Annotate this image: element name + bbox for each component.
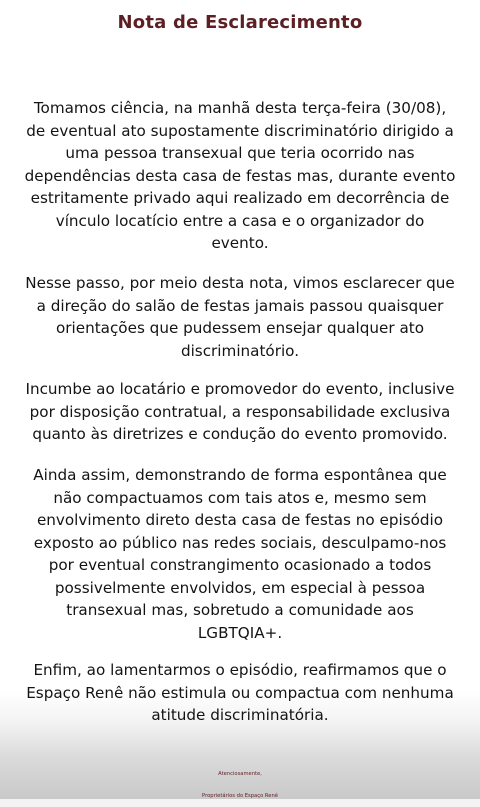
paragraph-line: transexual mas, sobretudo a comunidade aos bbox=[66, 601, 414, 619]
paragraph-line: envolvimento direto desta casa de festas no episódio bbox=[36, 511, 444, 529]
paragraph-line: Enfim, ao lamentarmos o episódio, reafirmamos que o bbox=[33, 661, 447, 679]
paragraph-line: atitude discriminatória. bbox=[151, 706, 329, 724]
paragraph-line: discriminatório. bbox=[180, 341, 300, 360]
paragraph-line: por disposição contratual, a responsabilidade exclusiva bbox=[29, 402, 451, 421]
paragraph-line: Espaço Renê não estimula ou compactua com nenhuma bbox=[26, 683, 454, 702]
paragraph-line: possivelmente envolvidos, em especial à pessoa bbox=[54, 578, 426, 597]
paragraph-line: Tomamos ciência, na manhã desta terça-feira (30/08), bbox=[33, 99, 447, 117]
paragraph-line: não compactuamos com tais atos e, mesmo sem bbox=[53, 488, 427, 507]
paragraph-3 bbox=[14, 378, 466, 446]
closing-signature bbox=[0, 763, 480, 807]
paragraph-5 bbox=[14, 659, 466, 727]
document-title: Nota de Esclarecimento bbox=[117, 12, 363, 33]
paragraph-1 bbox=[14, 97, 466, 255]
paragraph-line: a direção do salão de festas jamais passou quaisquer bbox=[36, 296, 444, 315]
paragraph-line: dependências desta casa de festas mas, durante evento bbox=[24, 166, 456, 185]
paragraph-line: LGBTQIA+. bbox=[197, 623, 283, 642]
paragraph-line: por eventual constrangimento ocasionado a todos bbox=[48, 556, 432, 574]
paragraph-line: Incumbe ao locatário e promovedor do evento, inclusive bbox=[25, 380, 455, 398]
paragraph-4 bbox=[14, 464, 466, 644]
paragraph-line: uma pessoa transexual que teria ocorrido nas bbox=[65, 144, 415, 162]
signatory: Proprietários do Espaço Renê bbox=[202, 793, 278, 799]
paragraph-line: Nesse passo, por meio desta nota, vimos esclarecer que bbox=[25, 274, 455, 292]
paragraph-line: exposto ao público nas redes sociais, desculpamo-nos bbox=[33, 533, 447, 552]
paragraph-line: Ainda assim, demonstrando de forma espontânea que bbox=[33, 466, 447, 484]
paragraph-line: vínculo locatício entre a casa e o organizador do bbox=[55, 211, 425, 230]
paragraph-line: de eventual ato supostamente discriminatório dirigido a bbox=[26, 121, 454, 140]
paragraph-line: estritamente privado aqui realizado em decorrência de bbox=[30, 189, 450, 207]
paragraph-line: evento. bbox=[211, 234, 269, 252]
paragraph-line: orientações que pudessem ensejar qualquer ato bbox=[55, 319, 425, 337]
paragraph-2 bbox=[14, 272, 466, 362]
closing-salutation: Atenciosamente, bbox=[218, 771, 262, 777]
paragraph-line: quanto às diretrizes e condução do evento promovido. bbox=[32, 425, 448, 443]
